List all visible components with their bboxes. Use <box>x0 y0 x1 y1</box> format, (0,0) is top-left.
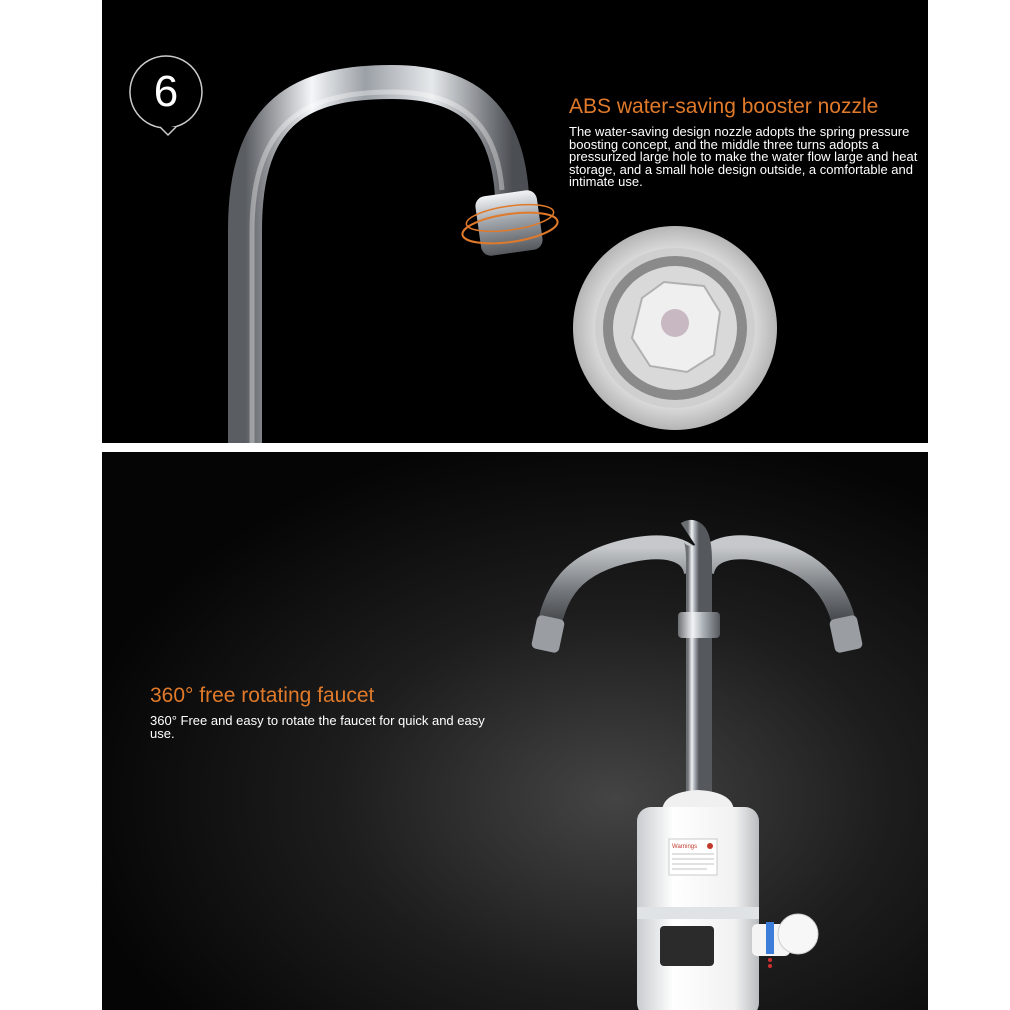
chrome-spout-illustration <box>102 0 928 443</box>
nozzle-closeup <box>573 226 777 430</box>
rotate-title: 360° free rotating faucet <box>150 684 375 707</box>
step-number-badge <box>127 53 213 139</box>
rotate-description: 360° Free and easy to rotate the faucet for quick and easy use. <box>150 713 485 741</box>
nozzle-description: The water-saving design nozzle adopts the spring pressure boosting concept, and the middle three turns adopts a pressurized large hole to make the water flow large and heat storage, and a small hole design outside, a comfortable and intimate use. <box>569 124 918 190</box>
step-number: 6 <box>153 67 179 116</box>
warning-label: Warnings <box>672 844 698 850</box>
rotating-faucet-panel <box>102 452 928 1010</box>
nozzle-panel <box>102 0 928 443</box>
nozzle-title: ABS water-saving booster nozzle <box>569 95 879 118</box>
